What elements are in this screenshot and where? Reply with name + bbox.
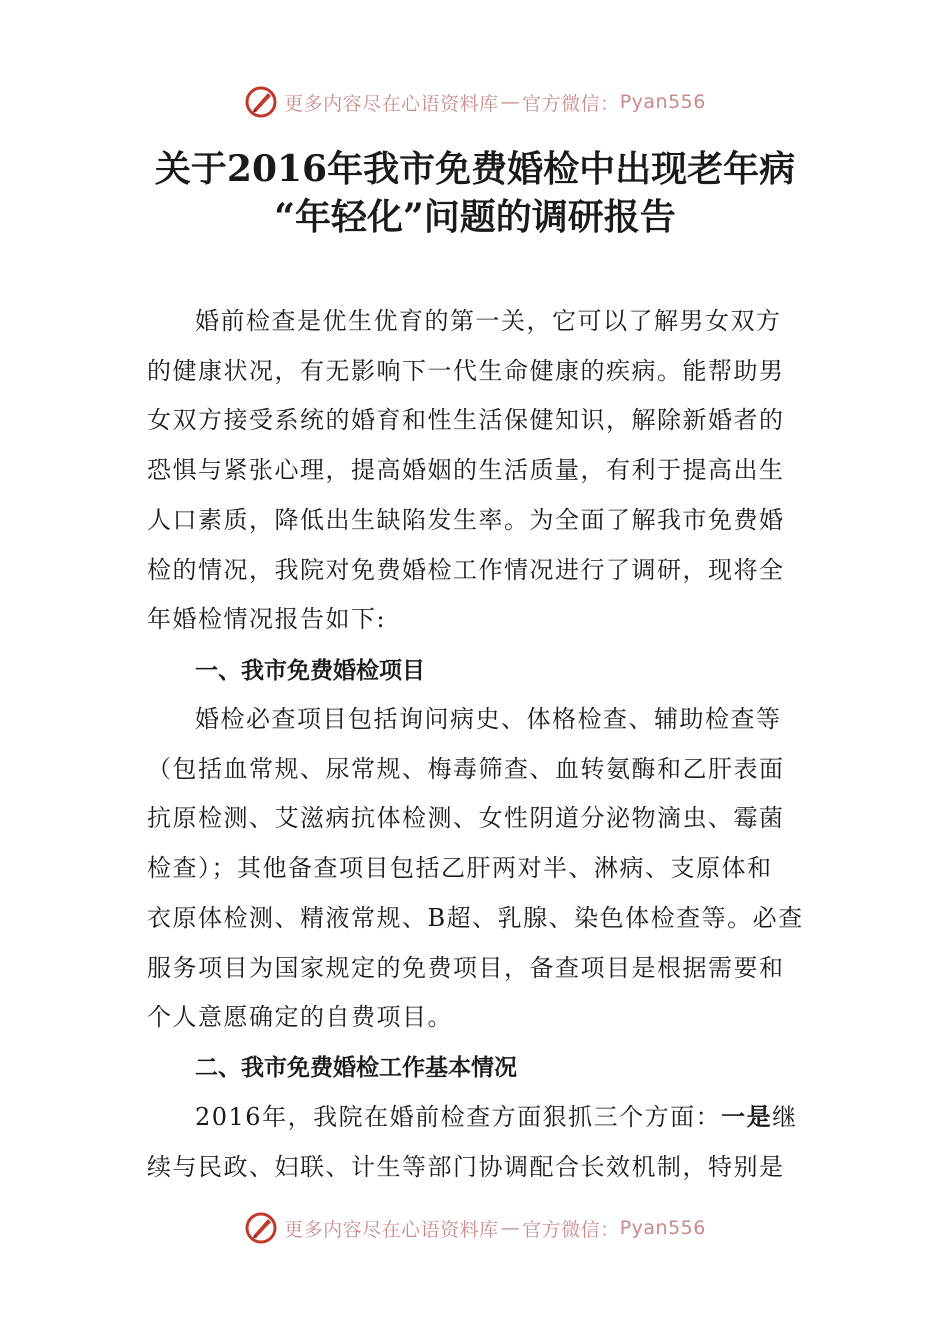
paragraph-line: 抗原检测、艾滋病抗体检测、女性阴道分泌物滴虫、霉菌: [147, 804, 785, 833]
intro-paragraph: [147, 297, 807, 645]
watermark-id: Pyan556: [619, 1217, 706, 1239]
paragraph-line: 续与民政、妇联、计生等部门协调配合长效机制，特别是: [147, 1152, 785, 1181]
watermark-label: 官方微信：: [522, 92, 620, 115]
watermark-footer: [0, 1208, 950, 1248]
watermark-header: [0, 82, 950, 122]
paragraph-line: 年婚检情况报告如下:: [147, 605, 387, 634]
emphasis-text: 一是: [721, 1103, 773, 1131]
paragraph-line: 检的情况，我院对免费婚检工作情况进行了调研，现将全: [147, 555, 785, 584]
watermark-label: 官方微信：: [522, 1218, 620, 1241]
document-title-line1: 关于2016年我市免费婚检中出现老年病: [154, 148, 796, 190]
section-heading-1: 一、我市免费婚检项目: [195, 658, 425, 684]
pen-logo-icon: [244, 1211, 278, 1245]
paragraph-line: 女双方接受系统的婚育和性生活保健知识，解除新婚者的: [147, 406, 785, 435]
document-title-line2: “年轻化”问题的调研报告: [274, 196, 676, 238]
paragraph-line: 检查）；其他备查项目包括乙肝两对半、淋病、支原体和: [147, 854, 773, 883]
paragraph-line: （包括血常规、尿常规、梅毒筛查、血转氨酶和乙肝表面: [147, 754, 785, 783]
paragraph-line: 的健康状况，有无影响下一代生命健康的疾病。能帮助男: [147, 356, 785, 385]
paragraph-line: [147, 1093, 807, 1143]
paragraph-line: 服务项目为国家规定的免费项目，备查项目是根据需要和: [147, 953, 785, 982]
watermark-separator: —: [500, 91, 521, 113]
watermark-separator: —: [500, 1217, 521, 1239]
paragraph-line: 婚检必查项目包括询问病史、体格检查、辅助检查等: [195, 705, 782, 733]
pen-logo-icon: [244, 85, 278, 119]
section2-paragraph: [147, 1093, 807, 1192]
paragraph-line: 婚前检查是优生优育的第一关，它可以了解男女双方: [195, 307, 782, 335]
paragraph-line: 人口素质，降低出生缺陷发生率。为全面了解我市免费婚: [147, 505, 785, 534]
watermark-id: Pyan556: [619, 91, 706, 113]
watermark-text: 更多内容尽在心语资料库: [284, 1218, 499, 1241]
paragraph-line: 衣原体检测、精液常规、B超、乳腺、染色体检查等。必查: [147, 903, 804, 932]
line-prefix: 2016年，我院在婚前检查方面狠抓三个方面：: [195, 1103, 722, 1131]
section1-paragraph: [147, 695, 807, 1043]
paragraph-line: 个人意愿确定的自费项目。: [147, 1003, 453, 1032]
watermark-text: 更多内容尽在心语资料库: [284, 92, 499, 115]
paragraph-line: 恐惧与紧张心理，提高婚姻的生活质量，有利于提高出生: [147, 456, 785, 485]
line-suffix: 继: [772, 1103, 798, 1131]
section-heading-2: 二、我市免费婚检工作基本情况: [195, 1055, 517, 1081]
